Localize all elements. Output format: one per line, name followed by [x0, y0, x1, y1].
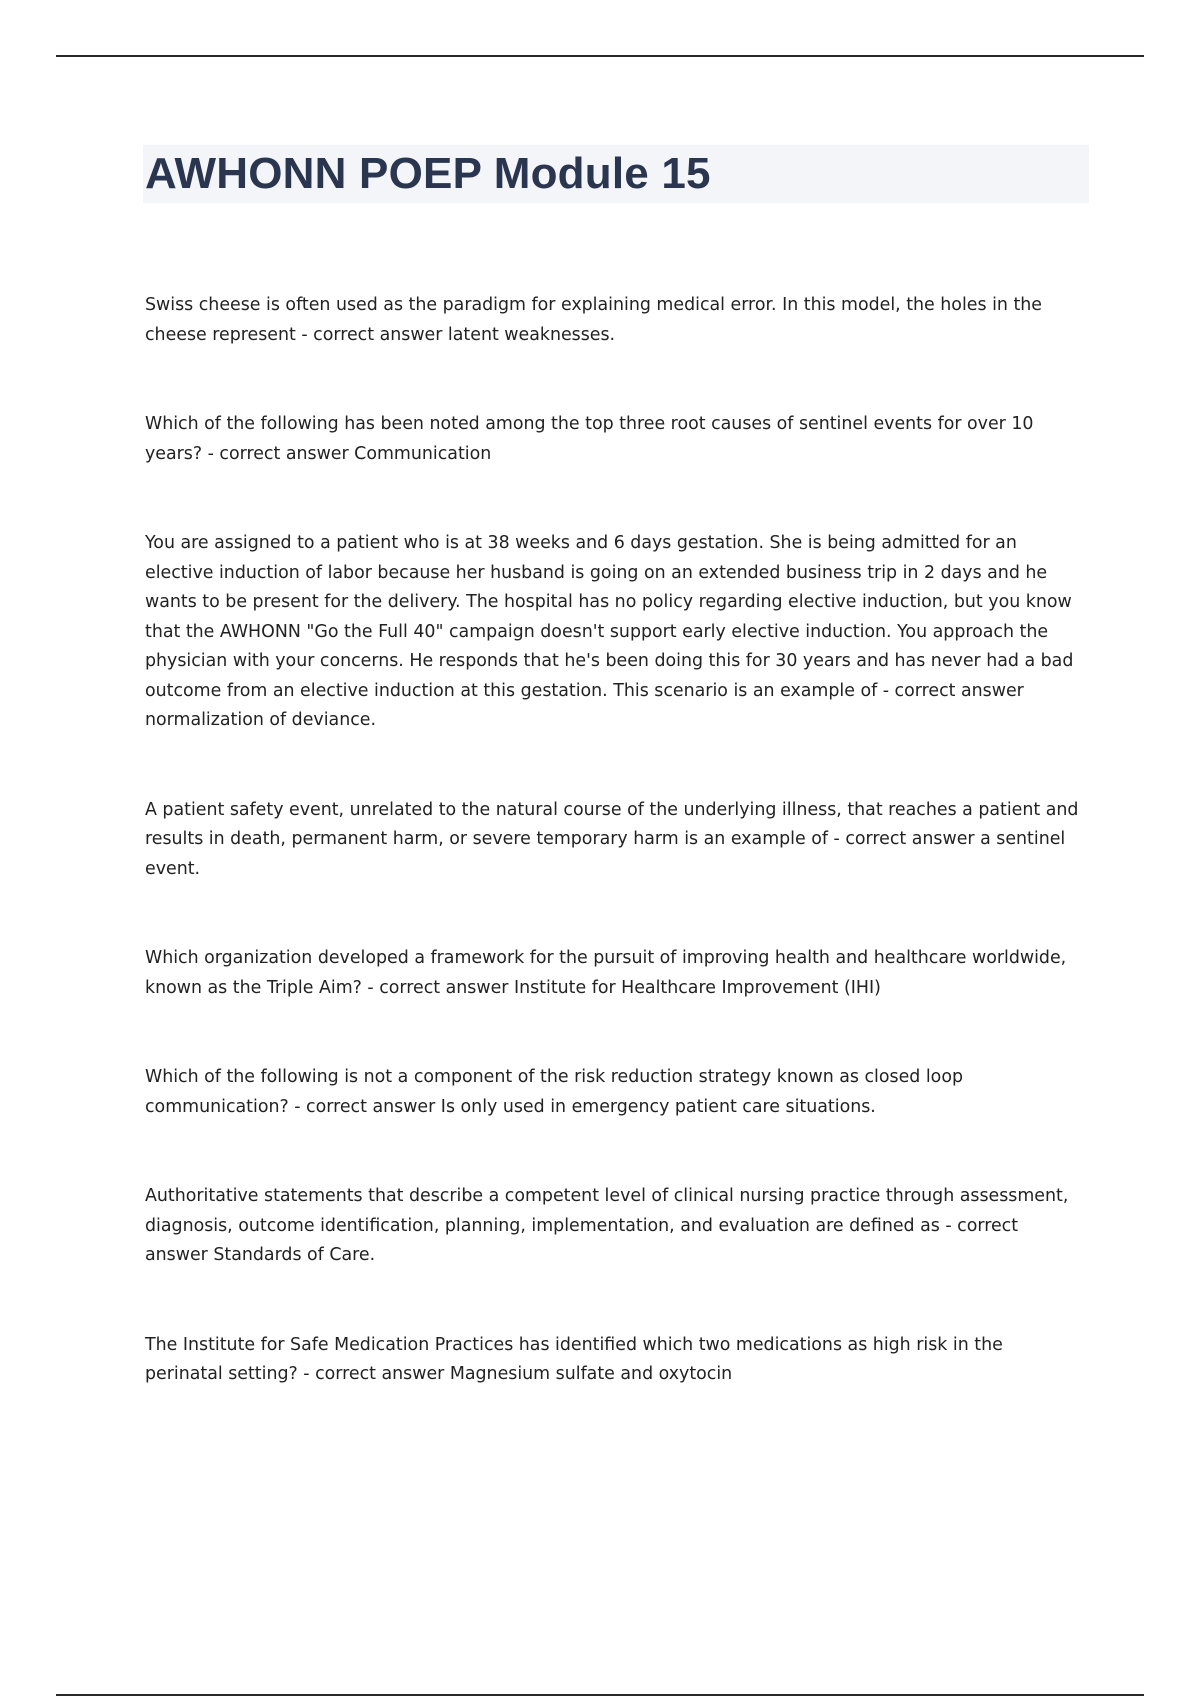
question-item: Which organization developed a framework for the pursuit of improving health and healthcare worldwide, known as the Triple Aim? - correct answer Institute for Healthcare Improvement (IHI)	[145, 948, 1067, 998]
header-rule	[56, 55, 1144, 57]
question-list	[145, 291, 1085, 1450]
question-item: Swiss cheese is often used as the paradigm for explaining medical error. In this model, the holes in the cheese represent - correct answer latent weaknesses.	[145, 295, 1042, 345]
question-item: The Institute for Safe Medication Practices has identified which two medications as high risk in the perinatal setting? - correct answer Magnesium sulfate and oxytocin	[145, 1334, 1003, 1384]
question-item: You are assigned to a patient who is at 38 weeks and 6 days gestation. She is being admitted for an elective induction of labor because her husband is going on an extended business trip in 2 days and he wants to be present for the delivery. The hospital has no policy regarding elective induction, but you know that the AWHONN "Go the Full 40" campaign doesn't support early elective induction. You approach the physician with your concerns. He responds that he's been doing this for 30 years and has never had a bad outcome from an elective induction at this gestation. This scenario is an example of - correct answer normalization of deviance.	[145, 533, 1074, 730]
question-item: Which of the following is not a component of the risk reduction strategy known as closed loop communication? - correct answer Is only used in emergency patient care situations.	[145, 1067, 964, 1117]
page-title: AWHONN POEP Module 15	[145, 149, 711, 198]
question-item: A patient safety event, unrelated to the natural course of the underlying illness, that reaches a patient and results in death, permanent harm, or severe temporary harm is an example of - correct answer a sentinel event.	[145, 799, 1079, 879]
question-item: Which of the following has been noted among the top three root causes of sentinel events for over 10 years? - correct answer Communication	[145, 414, 1034, 464]
question-item: Authoritative statements that describe a competent level of clinical nursing practice through assessment, diagnosis, outcome identification, planning, implementation, and evaluation are defined as - correct answer Standards of Care.	[145, 1186, 1069, 1265]
footer-rule	[56, 1694, 1144, 1696]
